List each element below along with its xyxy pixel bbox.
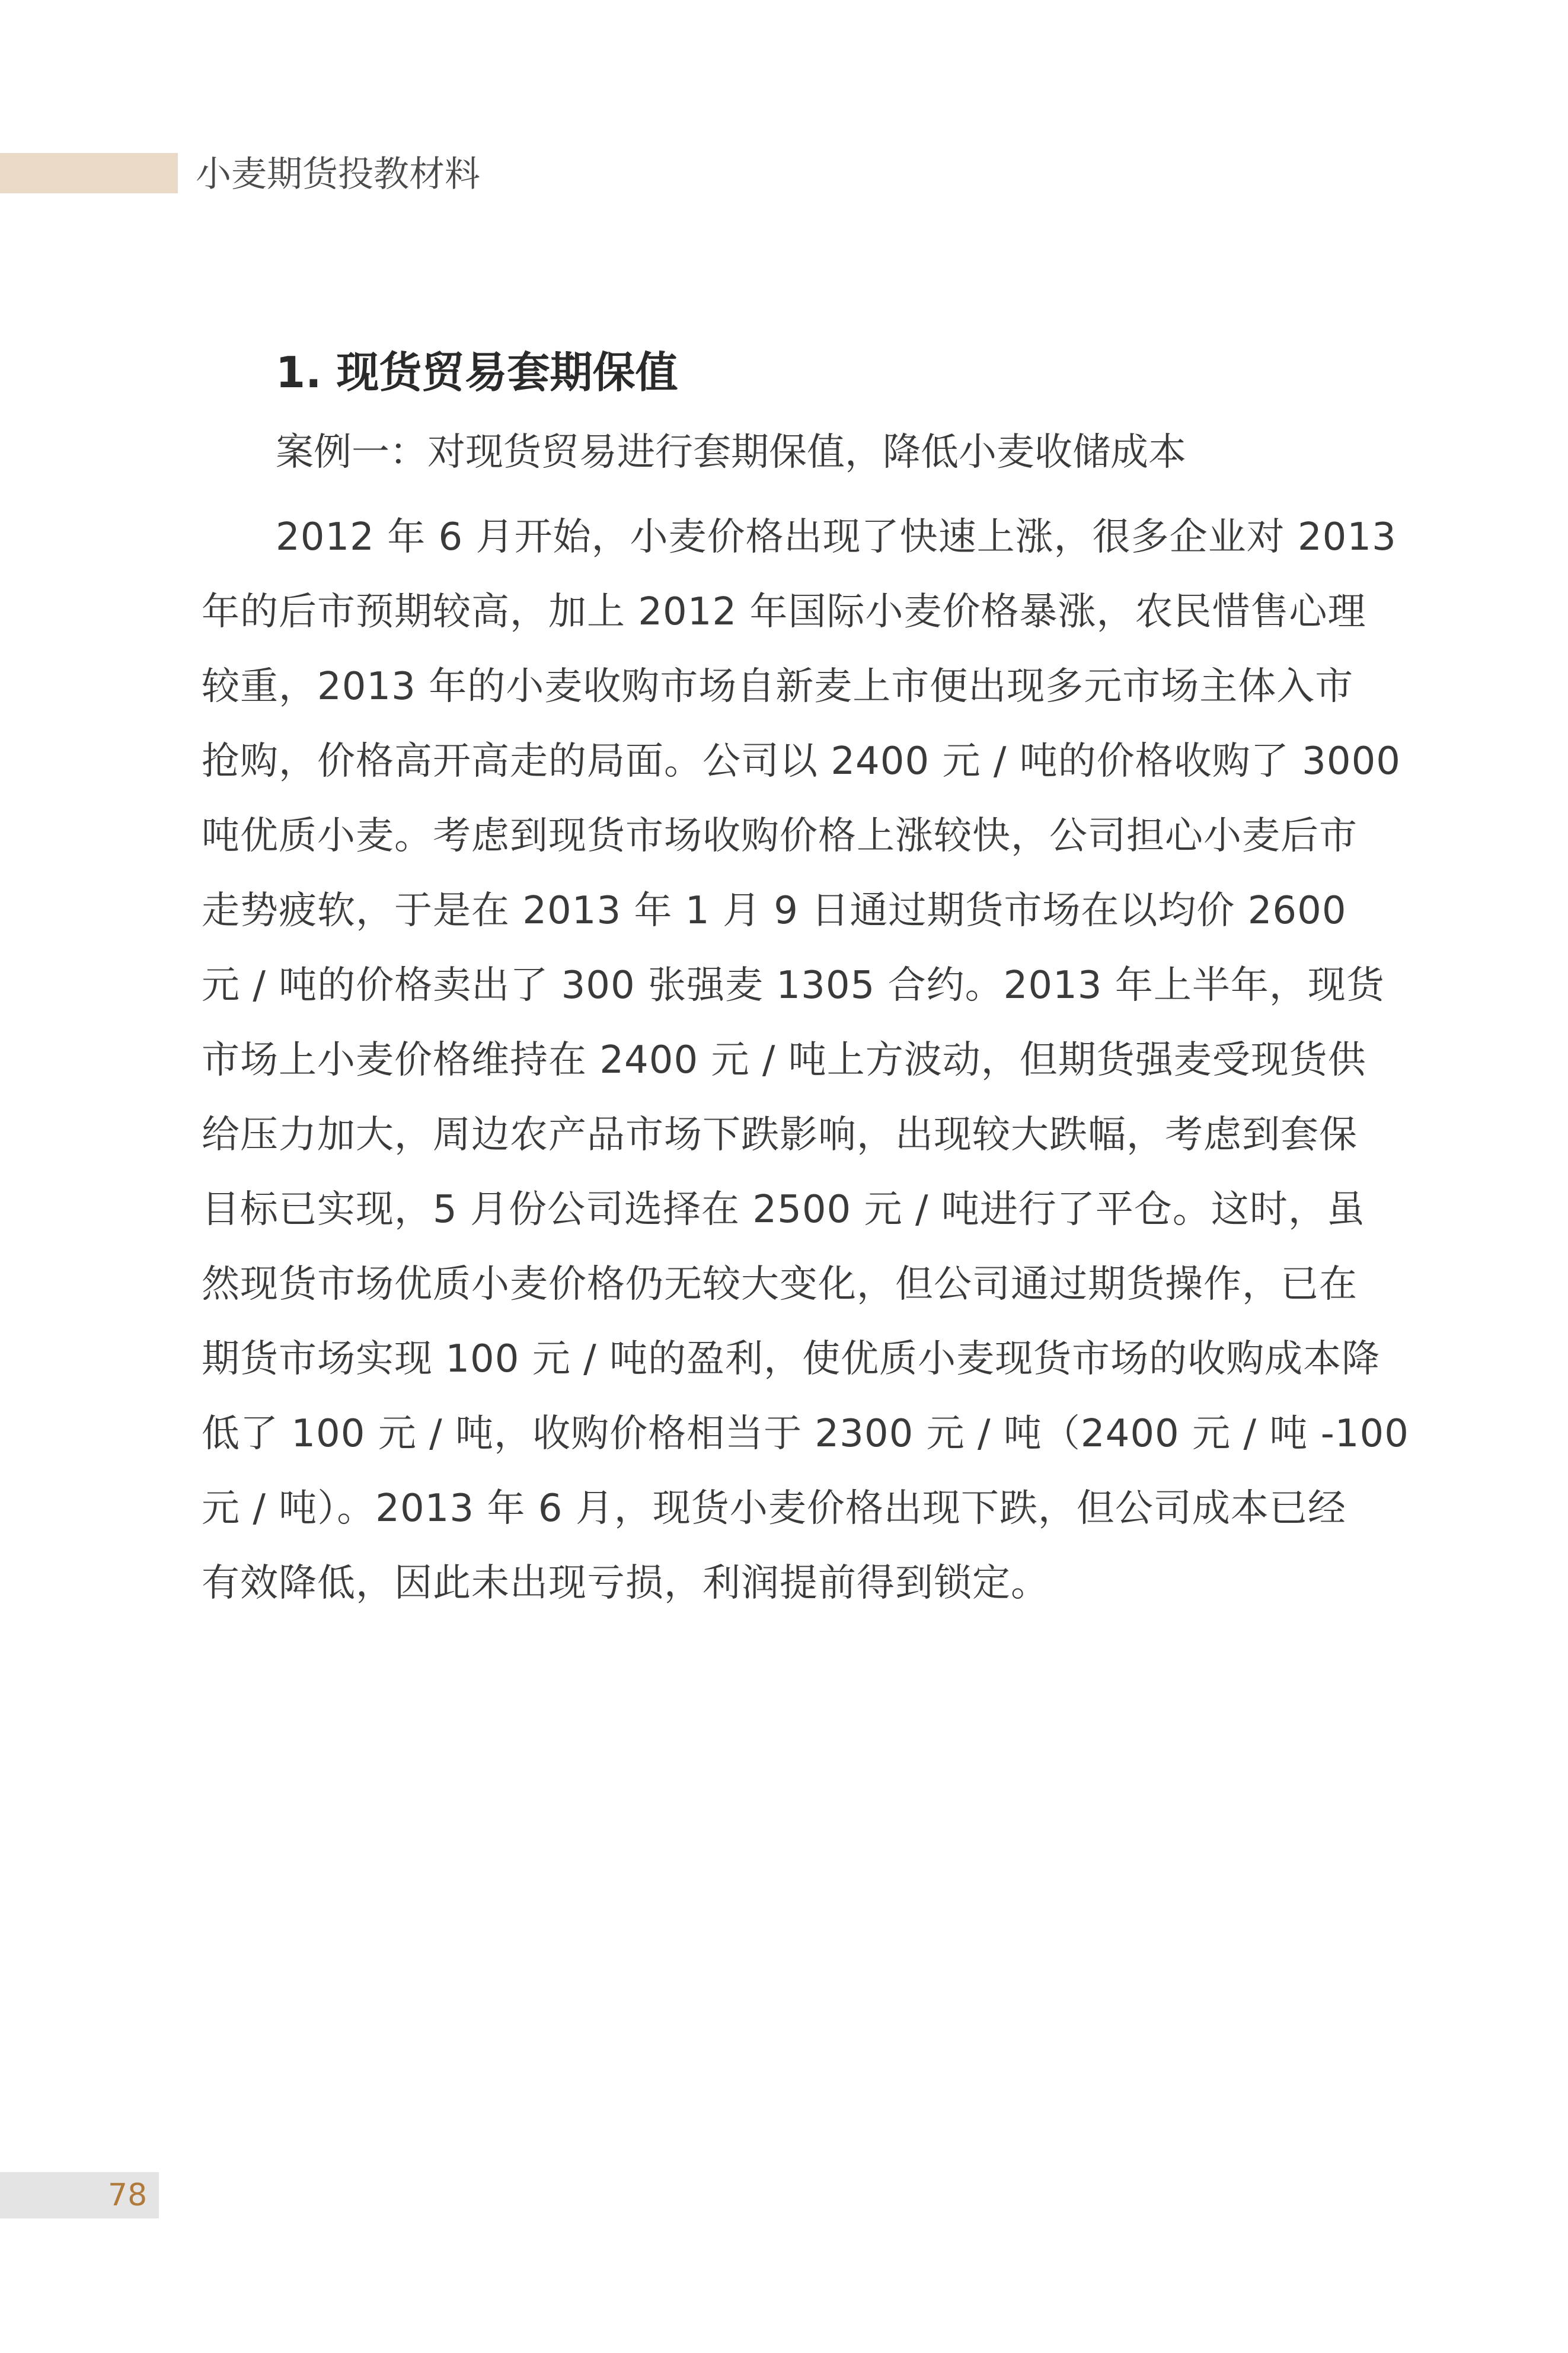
- body-line: 有效降低，因此未出现亏损，利润提前得到锁定。: [202, 1561, 1049, 1605]
- body-line: 期货市场实现 100 元 / 吨的盈利，使优质小麦现货市场的收购成本降: [202, 1337, 1381, 1381]
- body-line: 年的后市预期较高，加上 2012 年国际小麦价格暴涨，农民惜售心理: [202, 590, 1366, 634]
- body-line: 较重，2013 年的小麦收购市场自新麦上市便出现多元市场主体入市: [202, 665, 1354, 709]
- body-line: 目标已实现，5 月份公司选择在 2500 元 / 吨进行了平仓。这时，虽: [202, 1188, 1365, 1232]
- body-line: 走势疲软，于是在 2013 年 1 月 9 日通过期货市场在以均价 2600: [202, 889, 1347, 933]
- body-line: 市场上小麦价格维持在 2400 元 / 吨上方波动，但期货强麦受现货供: [202, 1038, 1366, 1082]
- body-line: 元 / 吨）。2013 年 6 月，现货小麦价格出现下跌，但公司成本已经: [202, 1487, 1346, 1531]
- body-line: 抢购，价格高开高走的局面。公司以 2400 元 / 吨的价格收购了 3000: [202, 739, 1401, 783]
- body-line: 2012 年 6 月开始，小麦价格出现了快速上涨，很多企业对 2013: [276, 515, 1397, 559]
- body-line: 低了 100 元 / 吨，收购价格相当于 2300 元 / 吨（2400 元 / 吨 -100: [202, 1412, 1409, 1456]
- page-number: 78: [108, 2177, 148, 2213]
- case-title: 案例一：对现货贸易进行套期保值，降低小麦收储成本: [276, 431, 1186, 474]
- body-line: 元 / 吨的价格卖出了 300 张强麦 1305 合约。2013 年上半年，现货: [202, 964, 1385, 1007]
- header-title: 小麦期货投教材料: [196, 154, 480, 195]
- body-paragraph: [202, 500, 1409, 1621]
- header-accent-bar: [0, 153, 178, 193]
- body-line: 给压力加大，周边农产品市场下跌影响，出现较大跌幅，考虑到套保: [202, 1113, 1358, 1157]
- section-heading: 1. 现货贸易套期保值: [276, 347, 678, 397]
- body-line: 然现货市场优质小麦价格仍无较大变化，但公司通过期货操作，已在: [202, 1262, 1358, 1306]
- body-line: 吨优质小麦。考虑到现货市场收购价格上涨较快，公司担心小麦后市: [202, 814, 1358, 858]
